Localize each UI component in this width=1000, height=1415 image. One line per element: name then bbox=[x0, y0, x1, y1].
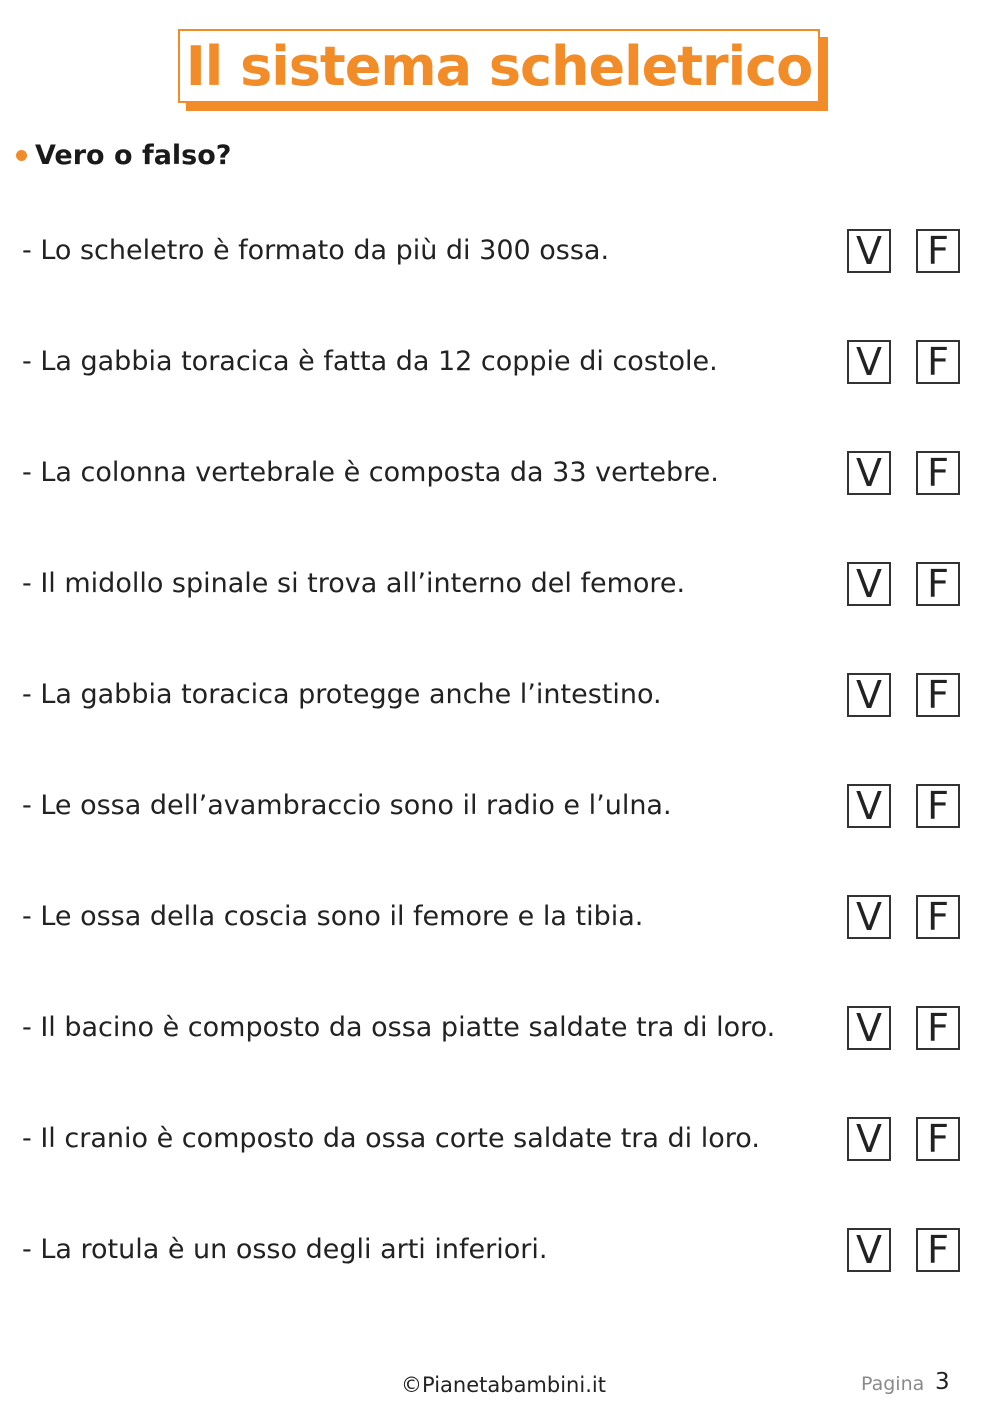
statement-text: - Il midollo spinale si trova all’interno del femore. bbox=[22, 568, 686, 599]
page-number: 3 bbox=[935, 1369, 950, 1395]
statement-row bbox=[22, 1006, 972, 1054]
statement-text: - Lo scheletro è formato da più di 300 ossa. bbox=[22, 235, 610, 266]
statement-text: - La colonna vertebrale è composta da 33 vertebre. bbox=[22, 457, 719, 488]
true-checkbox[interactable]: V bbox=[847, 1117, 891, 1161]
true-checkbox[interactable]: V bbox=[847, 1228, 891, 1272]
section-heading bbox=[16, 140, 231, 171]
true-checkbox[interactable]: V bbox=[847, 340, 891, 384]
true-checkbox[interactable]: V bbox=[847, 895, 891, 939]
false-checkbox[interactable]: F bbox=[916, 562, 960, 606]
footer-credit: ©Pianetabambini.it bbox=[401, 1373, 606, 1397]
section-heading-text: Vero o falso? bbox=[35, 140, 232, 171]
page-label: Pagina bbox=[861, 1373, 925, 1395]
statement-row bbox=[22, 1228, 972, 1276]
false-checkbox[interactable]: F bbox=[916, 340, 960, 384]
true-checkbox[interactable]: V bbox=[847, 229, 891, 273]
true-checkbox[interactable]: V bbox=[847, 673, 891, 717]
false-checkbox[interactable]: F bbox=[916, 451, 960, 495]
false-checkbox[interactable]: F bbox=[916, 1228, 960, 1272]
false-checkbox[interactable]: F bbox=[916, 895, 960, 939]
bullet-icon bbox=[16, 150, 27, 161]
false-checkbox[interactable]: F bbox=[916, 784, 960, 828]
false-checkbox[interactable]: F bbox=[916, 1117, 960, 1161]
statement-row bbox=[22, 673, 972, 721]
statement-text: - La rotula è un osso degli arti inferiori. bbox=[22, 1234, 548, 1265]
true-checkbox[interactable]: V bbox=[847, 1006, 891, 1050]
statement-text: - Il bacino è composto da ossa piatte saldate tra di loro. bbox=[22, 1012, 776, 1043]
false-checkbox[interactable]: F bbox=[916, 673, 960, 717]
statement-text: - Le ossa dell’avambraccio sono il radio e l’ulna. bbox=[22, 790, 672, 821]
true-checkbox[interactable]: V bbox=[847, 784, 891, 828]
statement-text: - La gabbia toracica protegge anche l’intestino. bbox=[22, 679, 662, 710]
statement-text: - Le ossa della coscia sono il femore e la tibia. bbox=[22, 901, 644, 932]
statement-text: - La gabbia toracica è fatta da 12 coppie di costole. bbox=[22, 346, 718, 377]
page-title: Il sistema scheletrico bbox=[185, 34, 813, 98]
title-banner bbox=[178, 29, 820, 103]
title-box bbox=[178, 29, 820, 103]
statement-row bbox=[22, 1117, 972, 1165]
false-checkbox[interactable]: F bbox=[916, 229, 960, 273]
statement-row bbox=[22, 340, 972, 388]
statement-row bbox=[22, 562, 972, 610]
statement-text: - Il cranio è composto da ossa corte saldate tra di loro. bbox=[22, 1123, 760, 1154]
true-checkbox[interactable]: V bbox=[847, 451, 891, 495]
statement-row bbox=[22, 895, 972, 943]
false-checkbox[interactable]: F bbox=[916, 1006, 960, 1050]
statement-row bbox=[22, 784, 972, 832]
true-checkbox[interactable]: V bbox=[847, 562, 891, 606]
statement-row bbox=[22, 451, 972, 499]
statement-row bbox=[22, 229, 972, 277]
